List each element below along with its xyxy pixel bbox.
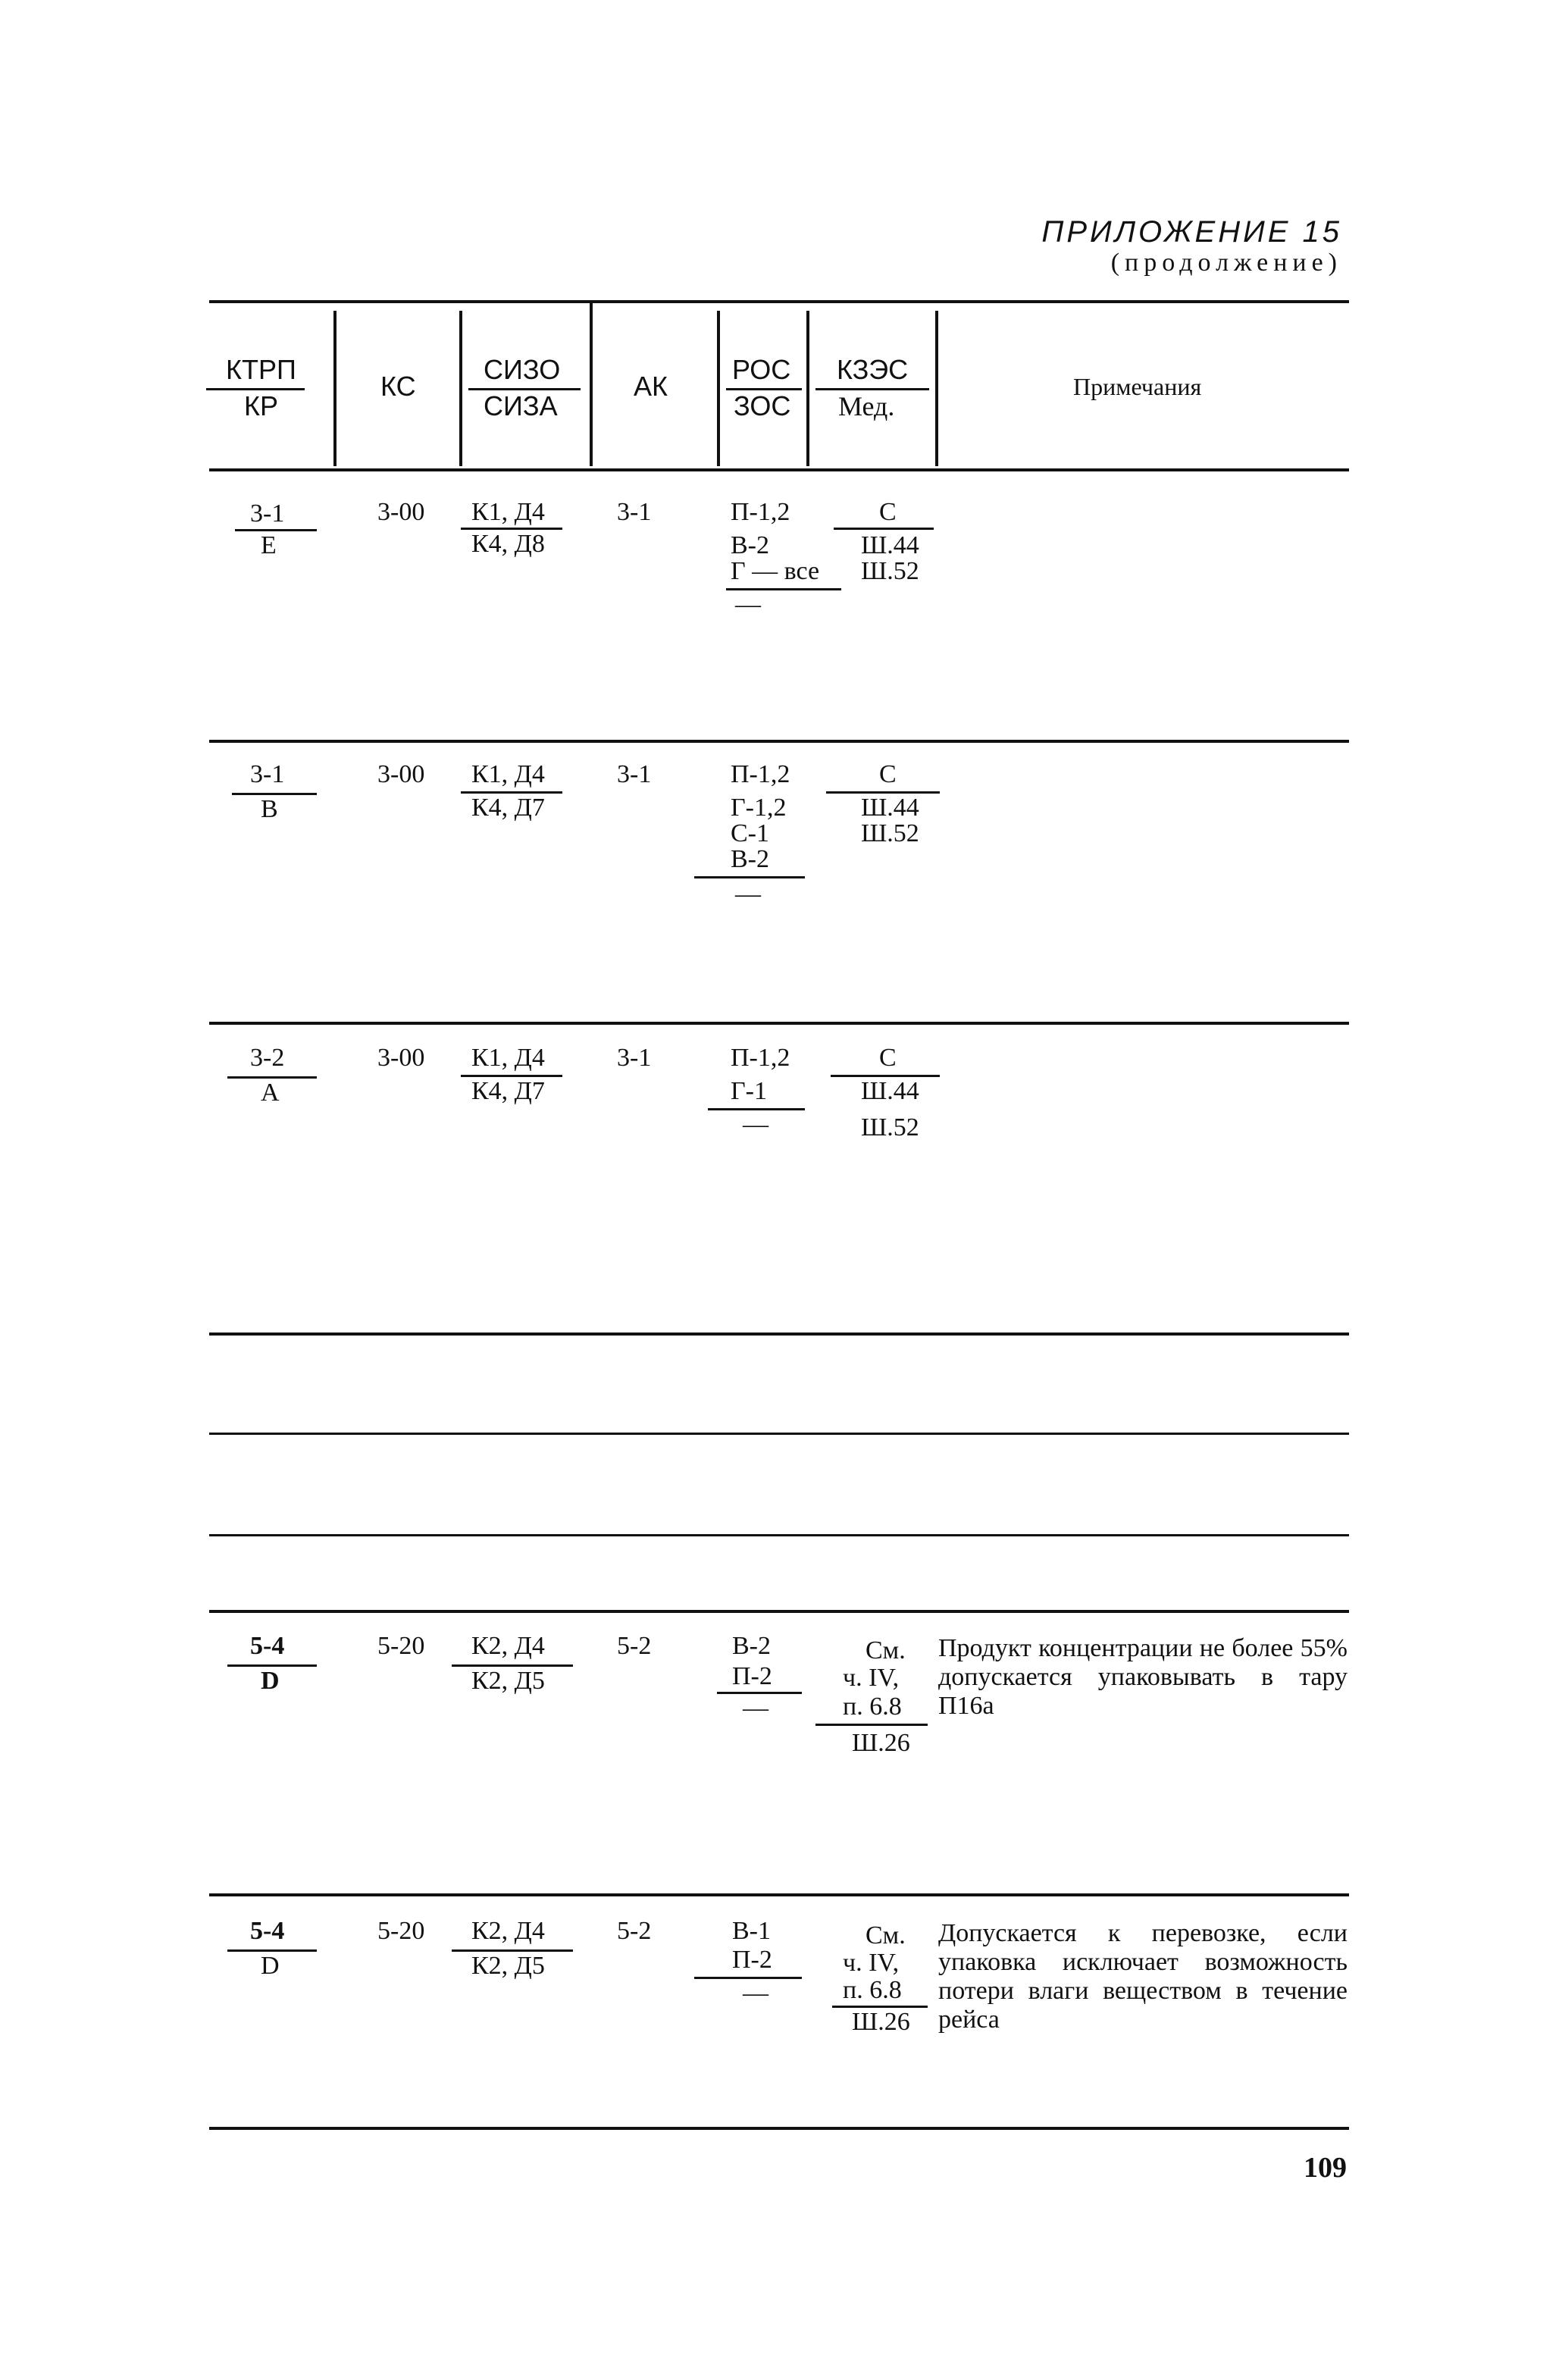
row5-ak: 5-2 [617,1917,652,1945]
header-bottom-rule [209,468,1349,471]
row3-siza: К4, Д7 [471,1077,545,1105]
row5-kr: D [261,1952,280,1980]
header-ktrp: КТРП [226,354,296,385]
row2-ros-4: В-2 [731,845,769,873]
table-bottom-rule [209,2127,1349,2130]
row4-siza: К2, Д5 [471,1667,545,1695]
col-sep-3 [590,302,593,466]
row4-ak: 5-2 [617,1632,652,1660]
row4-ref-fraction [815,1724,928,1726]
header-notes: Примечания [1073,373,1202,400]
col-sep-6 [935,311,938,466]
col-sep-1 [333,311,337,466]
row4-ros-1: В-2 [732,1632,771,1660]
row-separator-1 [209,740,1349,743]
page-number: 109 [1304,2152,1347,2184]
row4-sizo: К2, Д4 [471,1632,545,1660]
row3-kzes: С [879,1044,897,1072]
row1-kzes-fraction [834,528,934,530]
row4-ref-3: п. 6.8 [843,1693,902,1721]
row4-ktrp: 5-4 [250,1632,285,1660]
header-ks: КС [380,371,416,402]
header-sizo: СИЗО [484,354,561,385]
row2-med-1: Ш.44 [861,794,919,822]
row-separator-7 [209,1893,1349,1896]
header-med: Мед. [838,391,895,421]
row1-ak: 3-1 [617,498,652,526]
row1-med-1: Ш.44 [861,531,919,559]
row5-ros-1: В-1 [732,1917,771,1945]
header-zos: ЗОС [734,390,791,421]
header-siza: СИЗА [484,390,558,421]
row-separator-5 [209,1534,1349,1536]
row4-ref-1: См. [866,1636,906,1664]
col-sep-4 [717,311,720,466]
row4-ros-2: П-2 [732,1662,772,1690]
row3-med-2: Ш.52 [861,1113,919,1141]
row2-sizo: К1, Д4 [471,760,545,788]
row2-ros-1: П-1,2 [731,760,790,788]
row2-ros-2: Г-1,2 [731,794,787,822]
col-sep-2 [459,311,462,466]
row5-ref-2: ч. IV, [843,1949,900,1977]
row2-ros-3: С-1 [731,819,769,847]
row3-med-1: Ш.44 [861,1077,919,1105]
row3-zos: — [743,1110,768,1138]
row1-kzes: С [879,498,897,526]
row4-ks: 5-20 [377,1632,425,1660]
row2-kzes: С [879,760,897,788]
header-ros: РОС [732,354,791,385]
row5-ref-3: п. 6.8 [843,1976,902,2004]
row5-ros-2: П-2 [732,1946,772,1974]
row3-sizo: К1, Д4 [471,1044,545,1072]
row4-med-1: Ш.26 [852,1729,910,1757]
row2-siza: К4, Д7 [471,794,545,822]
row1-ros-3: Г — все [731,557,820,585]
row5-siza: К2, Д5 [471,1952,545,1980]
header-kzes: КЗЭС [837,354,909,385]
row-separator-4 [209,1433,1349,1435]
appendix-subtitle: (продолжение) [1110,249,1342,277]
row2-ktrp: 3-1 [250,760,285,788]
row2-ros-fraction [694,876,805,878]
row4-kr: D [261,1667,280,1695]
header-ak: АК [634,371,668,402]
row2-ak: 3-1 [617,760,652,788]
row1-ros-1: П-1,2 [731,498,790,526]
row3-kr: A [261,1079,280,1107]
row3-ros-2: Г-1 [731,1077,767,1105]
row3-ks: 3-00 [377,1044,425,1072]
row4-note: Продукт концентрации не более 55% допускается упаковывать в тару П16а [938,1634,1348,1720]
row1-ktrp: 3-1 [250,499,285,528]
row1-kr: E [261,531,277,559]
row-separator-2 [209,1022,1349,1025]
appendix-title: ПРИЛОЖЕНИЕ 15 [1041,215,1342,249]
row4-ref-2: ч. IV, [843,1664,900,1692]
row1-ros-2: В-2 [731,531,769,559]
col-sep-5 [806,311,809,466]
row1-zos: — [735,590,761,618]
row1-med-2: Ш.52 [861,557,919,585]
row5-sizo: К2, Д4 [471,1917,545,1945]
row1-sizo: К1, Д4 [471,498,545,526]
row2-med-2: Ш.52 [861,819,919,847]
row5-ref-1: См. [866,1921,906,1949]
row5-med-1: Ш.26 [852,2008,910,2036]
row5-ks: 5-20 [377,1917,425,1945]
row3-ak: 3-1 [617,1044,652,1072]
row5-zos: — [743,1979,768,2007]
row5-ktrp: 5-4 [250,1917,285,1945]
row3-ros-1: П-1,2 [731,1044,790,1072]
row-separator-6 [209,1610,1349,1613]
row2-zos: — [735,880,761,908]
row4-zos: — [743,1694,768,1722]
row1-siza: К4, Д8 [471,530,545,558]
row-separator-3 [209,1332,1349,1336]
row5-note: Допускается к перевозке, если упаковка исключает возможность потери влаги веществом в течение рейса [938,1919,1348,2034]
row2-kr: B [261,795,278,823]
header-kzes-fraction [815,388,929,390]
row3-ktrp: 3-2 [250,1044,285,1072]
row2-ks: 3-00 [377,760,425,788]
table-top-rule [209,300,1349,303]
row1-ks: 3-00 [377,498,425,526]
header-kr: КР [244,390,278,421]
